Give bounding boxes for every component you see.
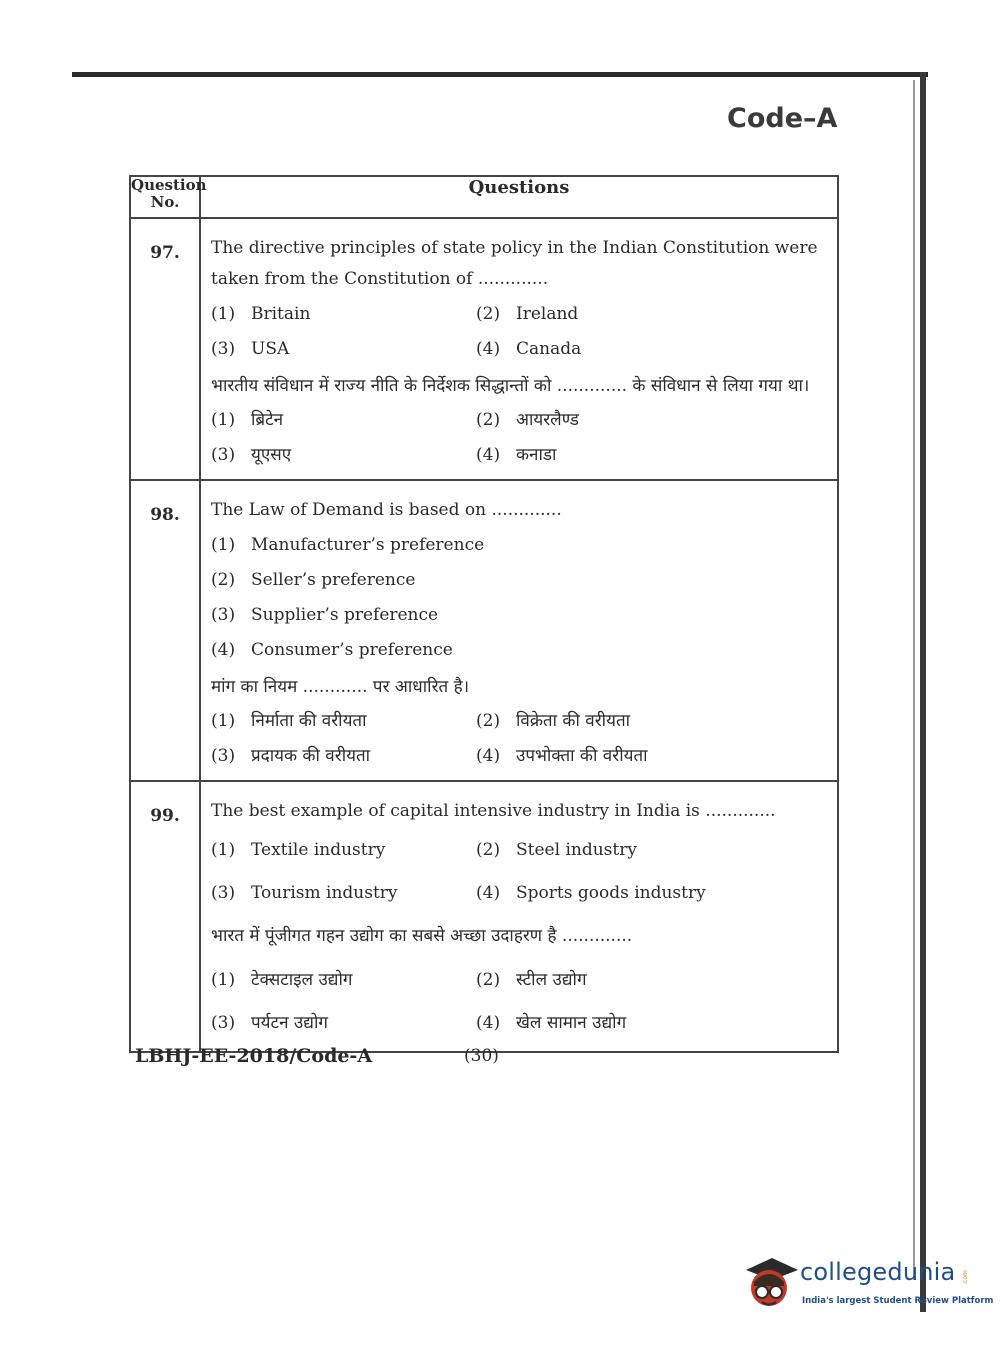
question-stem-hindi: भारतीय संविधान में राज्य नीति के निर्देशक सिद्धान्तों को ............. के संविधान से लिया गया था।: [211, 376, 810, 396]
logo-domain-suffix: .com: [961, 1270, 969, 1285]
table-header-row: [130, 176, 838, 218]
question-body: [200, 218, 838, 480]
option: (3) USA: [211, 339, 290, 359]
option: (3) पर्यटन उद्योग: [211, 1013, 328, 1033]
option: (2) आयरलैण्ड: [476, 410, 579, 430]
option: (1) निर्माता की वरीयता: [211, 711, 367, 731]
option: (2) विक्रेता की वरीयता: [476, 711, 631, 731]
question-row: [130, 781, 838, 1052]
collegedunia-logo: [742, 1252, 994, 1314]
right-border-shadow: [913, 80, 915, 1280]
option: (3) Supplier’s preference: [211, 605, 439, 625]
option: (2) स्टील उद्योग: [476, 970, 587, 990]
options-english: [211, 829, 837, 915]
question-number: 98.: [130, 480, 200, 781]
footer-paper-code: LBHJ-EE-2018/Code-A: [135, 1045, 373, 1067]
question-number: 99.: [130, 781, 200, 1052]
logo-wordmark: collegedunia: [800, 1258, 956, 1286]
option: (2) Ireland: [476, 304, 579, 324]
paper-code-label: Code–A: [727, 103, 838, 134]
top-border-rule: [72, 72, 928, 77]
option: (4) कनाडा: [476, 445, 557, 465]
option: (4) खेल सामान उद्योग: [476, 1013, 627, 1033]
option: (3) Tourism industry: [211, 883, 398, 903]
questions-table: [129, 175, 839, 1053]
options-english: [211, 528, 837, 668]
question-no-header: Question No.: [130, 176, 200, 218]
options-hindi: [211, 959, 837, 1045]
option: (1) Britain: [211, 304, 311, 324]
option: (4) Canada: [476, 339, 582, 359]
question-stem-hindi: भारत में पूंजीगत गहन उद्योग का सबसे अच्छा उदाहरण है .............: [211, 926, 633, 946]
option: (3) यूएसए: [211, 445, 292, 465]
question-row: [130, 218, 838, 480]
option: (3) प्रदायक की वरीयता: [211, 746, 371, 766]
option: (2) Steel industry: [476, 840, 637, 860]
question-stem-english: The directive principles of state policy in the Indian Constitution were taken from the Constitution of .............: [211, 238, 818, 289]
logo-tagline: India's largest Student Review Platform: [802, 1296, 994, 1306]
question-body: [200, 480, 838, 781]
question-row: [130, 480, 838, 781]
right-border-rule: [920, 72, 926, 1312]
question-number: 97.: [130, 218, 200, 480]
question-body: [200, 781, 838, 1052]
option: (1) Manufacturer’s preference: [211, 535, 485, 555]
options-english: [211, 297, 837, 367]
options-hindi: [211, 403, 837, 473]
option: (1) टेक्सटाइल उद्योग: [211, 970, 353, 990]
question-stem-english: The best example of capital intensive industry in India is .............: [211, 801, 776, 821]
mascot-icon: [742, 1252, 800, 1314]
question-stem-english: The Law of Demand is based on .............: [211, 500, 562, 520]
question-stem-hindi: मांग का नियम ............ पर आधारित है।: [211, 677, 470, 697]
option: (1) Textile industry: [211, 840, 386, 860]
questions-header: Questions: [200, 176, 838, 218]
option: (2) Seller’s preference: [211, 570, 416, 590]
option: (4) उपभोक्ता की वरीयता: [476, 746, 648, 766]
option: (1) ब्रिटेन: [211, 410, 284, 430]
option: (4) Sports goods industry: [476, 883, 706, 903]
option: (4) Consumer’s preference: [211, 640, 453, 660]
page-number: (30): [464, 1046, 499, 1066]
options-hindi: [211, 704, 837, 774]
